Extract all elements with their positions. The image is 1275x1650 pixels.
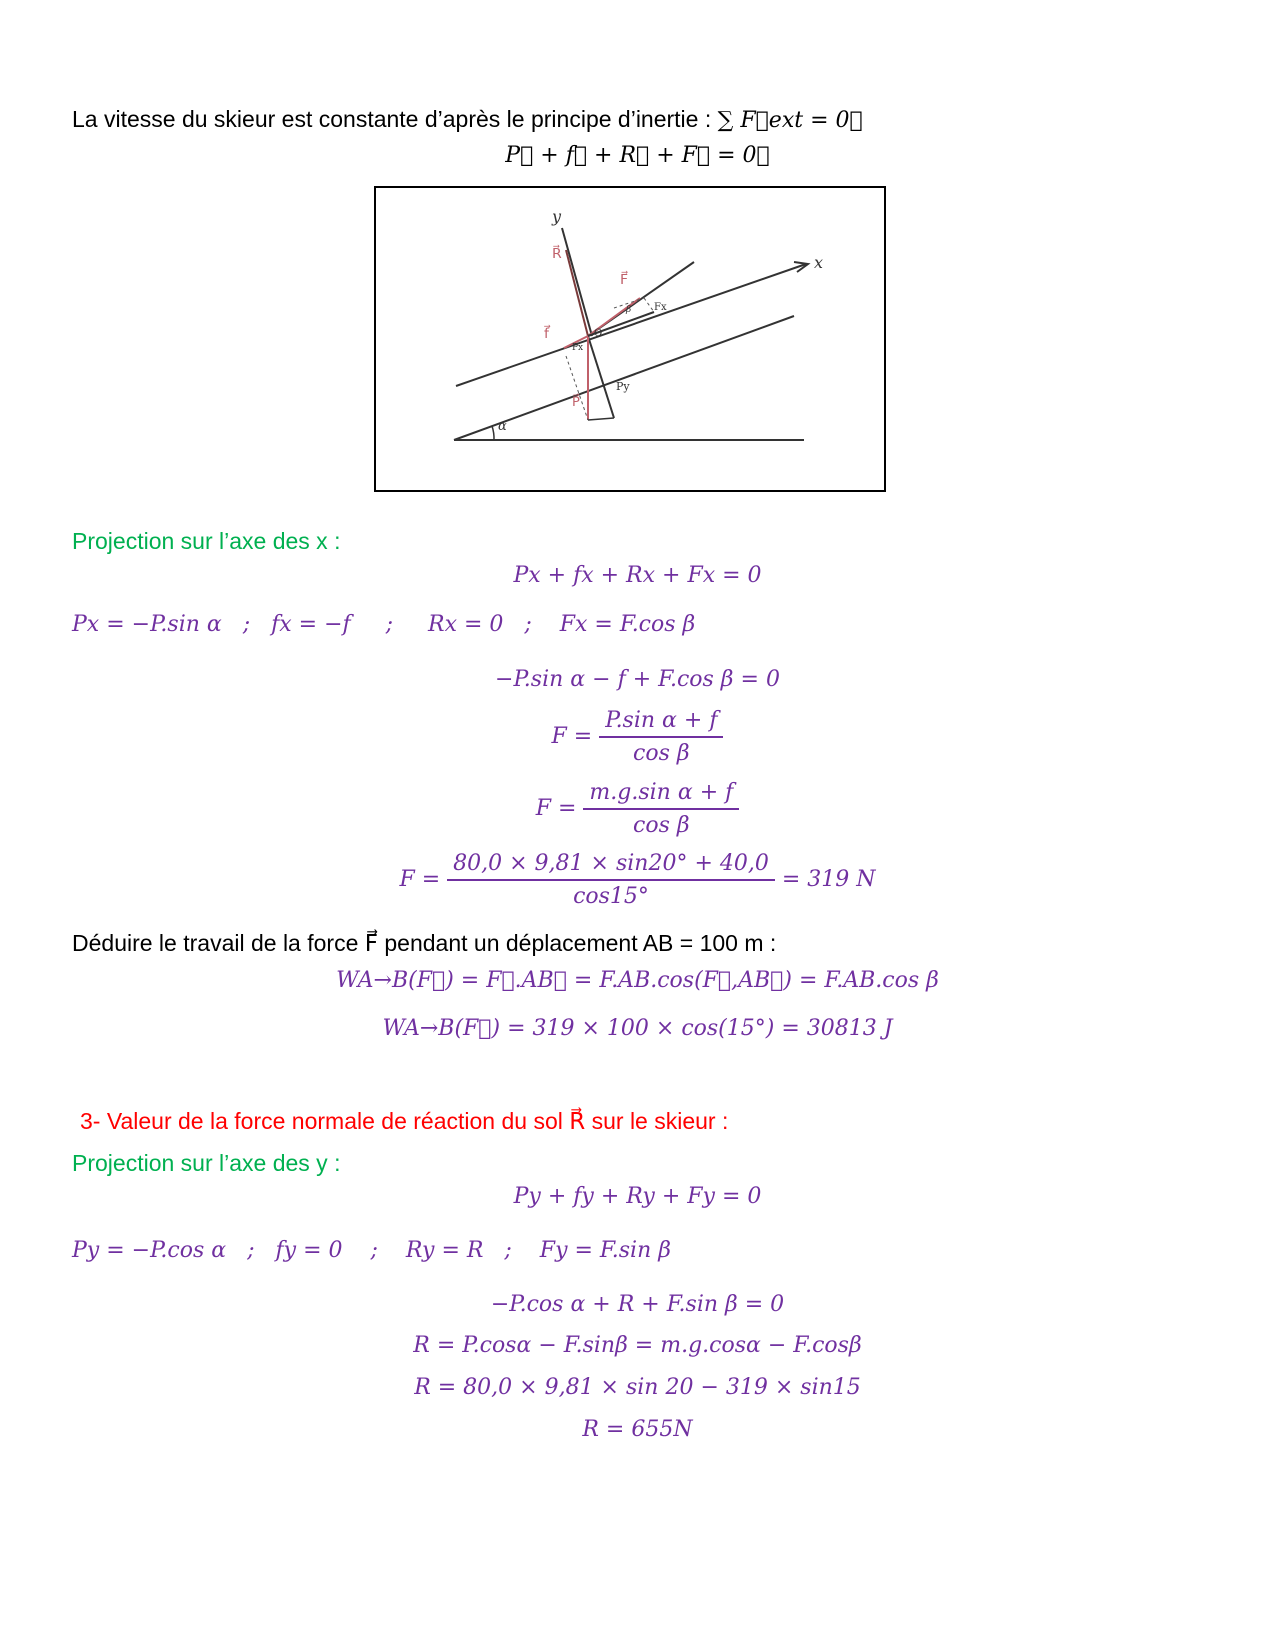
- proj-y-heading: Projection sur l’axe des y :: [72, 1150, 341, 1176]
- proj-y-eq5: R = 655N: [582, 1417, 693, 1442]
- intro-line: [72, 106, 863, 133]
- work-text: Déduire le travail de la force F⃗ pendant un déplacement AB = 100 m :: [72, 930, 777, 956]
- proj-y-eq1: Py + fy + Ry + Fy = 0: [513, 1184, 762, 1209]
- eq4-fraction: [583, 780, 739, 838]
- label-P: P⃗: [572, 395, 580, 410]
- reaction-vector: [566, 250, 588, 336]
- y-axis: [562, 228, 592, 336]
- eq3-denominator: cos β: [633, 741, 690, 766]
- eq5-denominator: cos15°: [573, 884, 649, 909]
- eq5-numerator: 80,0 × 9,81 × sin20° + 40,0: [447, 851, 775, 881]
- label-x: x: [814, 253, 824, 272]
- eq3-lhs: F =: [551, 724, 593, 749]
- sum-forces-equation: P⃗ + f⃗ + R⃗ + F⃗ = 0⃗: [505, 143, 770, 168]
- label-alpha: α: [498, 419, 507, 434]
- proj-x-eq4: [0, 780, 1275, 838]
- eq4-denominator: cos β: [633, 813, 690, 838]
- label-R: R⃗: [552, 246, 562, 262]
- work-eq2: WA→B(F⃗) = 319 × 100 × cos(15°) = 30813 J: [382, 1016, 893, 1041]
- label-F: F⃗: [620, 272, 629, 288]
- label-Fx: Fx: [654, 302, 667, 313]
- eq5-lhs: F =: [399, 867, 441, 892]
- proj-y-components: Py = −P.cos α ; fy = 0 ; Ry = R ; Fy = F.sin β: [72, 1238, 671, 1263]
- force-diagram-frame: [374, 186, 886, 492]
- eq3-fraction: [599, 708, 723, 766]
- proj-x-eq5: [0, 851, 1275, 909]
- label-y: y: [552, 207, 562, 226]
- proj-y-eq4: R = 80,0 × 9,81 × sin 20 − 319 × sin15: [414, 1375, 861, 1400]
- force-diagram: [376, 188, 884, 490]
- label-f: f⃗: [544, 326, 549, 342]
- eq3-numerator: P.sin α + f: [599, 708, 723, 738]
- label-Py: Py: [616, 380, 630, 393]
- work-eq1: WA→B(F⃗) = F⃗.AB⃗ = F.AB.cos(F⃗,AB⃗) = F.AB.cos β: [336, 968, 939, 993]
- eq4-numerator: m.g.sin α + f: [583, 780, 739, 810]
- proj-y-eq3: R = P.cosα − F.sinβ = m.g.cosα − F.cosβ: [413, 1333, 862, 1358]
- proj-x-heading: Projection sur l’axe des x :: [72, 528, 341, 554]
- proj-x-eq1: Px + fx + Rx + Fx = 0: [513, 563, 762, 588]
- proj-x-eq3: [0, 708, 1275, 766]
- proj-y-eq2: −P.cos α + R + F.sin β = 0: [490, 1292, 785, 1317]
- intro-text: La vitesse du skieur est constante d’après le principe d’inertie :: [72, 106, 712, 132]
- inertia-equation: ∑ F⃗ext = 0⃗: [717, 108, 863, 133]
- eq4-lhs: F =: [535, 796, 577, 821]
- proj-x-eq2: −P.sin α − f + F.cos β = 0: [495, 667, 780, 692]
- x-axis: [456, 264, 806, 386]
- eq5-rhs: = 319 N: [781, 867, 876, 892]
- eq5-fraction: [447, 851, 775, 909]
- label-O: O: [594, 328, 603, 339]
- label-Px: Px: [572, 343, 584, 353]
- section3-heading: 3- Valeur de la force normale de réaction du sol R⃗ sur le skieur :: [80, 1108, 729, 1134]
- label-beta: β: [626, 305, 632, 315]
- proj-x-components: Px = −P.sin α ; fx = −f ; Rx = 0 ; Fx = F.cos β: [72, 612, 696, 637]
